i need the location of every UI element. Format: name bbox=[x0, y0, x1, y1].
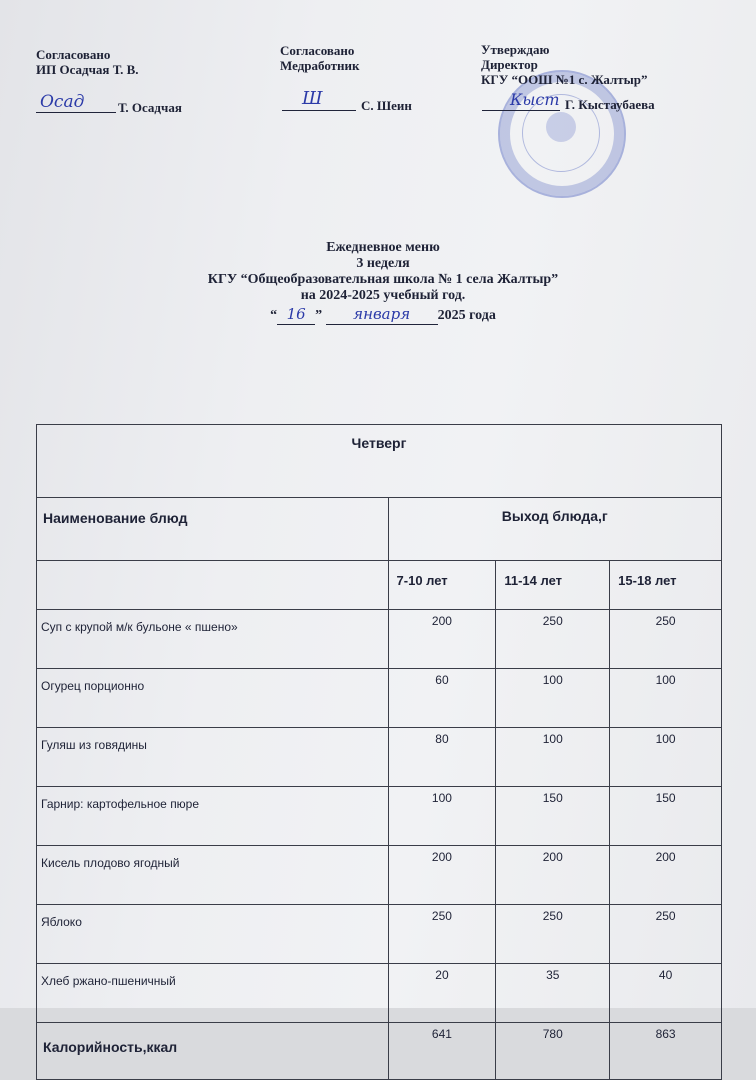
document-title bbox=[0, 240, 756, 325]
age-header-row bbox=[37, 561, 722, 610]
calories-row bbox=[37, 1023, 722, 1080]
menu-table bbox=[36, 424, 722, 1080]
dish-value: 250 bbox=[388, 905, 496, 964]
dish-value: 250 bbox=[610, 610, 722, 669]
calories-value: 863 bbox=[610, 1023, 722, 1080]
age-col-2: 11-14 лет bbox=[496, 561, 610, 610]
title-line3: КГУ “Общеобразовательная школа № 1 села Жалтыр” bbox=[207, 272, 559, 287]
age-col-1: 7-10 лет bbox=[388, 561, 496, 610]
date-close-quote: ” bbox=[315, 308, 323, 323]
calories-label: Калорийность,ккал bbox=[37, 1023, 389, 1080]
calories-value: 641 bbox=[388, 1023, 496, 1080]
dish-name: Гарнир: картофельное пюре bbox=[37, 787, 389, 846]
title-line4: на 2024-2025 учебный год. bbox=[300, 288, 466, 303]
dish-value: 150 bbox=[610, 787, 722, 846]
title-line1: Ежедневное меню bbox=[326, 240, 440, 255]
approval-right-line1: Утверждаю bbox=[481, 42, 550, 57]
signature-line-right bbox=[482, 110, 560, 111]
approval-right bbox=[481, 42, 648, 87]
dish-value: 80 bbox=[388, 728, 496, 787]
table-row bbox=[37, 610, 722, 669]
dish-name: Яблоко bbox=[37, 905, 389, 964]
date-open-quote: “ bbox=[270, 308, 278, 323]
dish-value: 200 bbox=[388, 610, 496, 669]
approval-left-line2: ИП Осадчая Т. В. bbox=[36, 62, 139, 77]
dish-value: 250 bbox=[496, 905, 610, 964]
approval-middle-line2: Медработник bbox=[280, 58, 360, 73]
table-row bbox=[37, 846, 722, 905]
header-output: Выход блюда,г bbox=[388, 498, 721, 561]
dish-value: 40 bbox=[610, 964, 722, 1023]
table-row bbox=[37, 905, 722, 964]
dish-value: 250 bbox=[610, 905, 722, 964]
calories-value: 780 bbox=[496, 1023, 610, 1080]
signature-line-left bbox=[36, 112, 116, 113]
dish-value: 35 bbox=[496, 964, 610, 1023]
title-line2: 3 неделя bbox=[356, 256, 410, 271]
dish-value: 100 bbox=[610, 728, 722, 787]
sign-name-middle: С. Шеин bbox=[361, 98, 412, 113]
signature-line-middle bbox=[282, 110, 356, 111]
dish-name: Хлеб ржано-пшеничный bbox=[37, 964, 389, 1023]
day-header: Четверг bbox=[37, 425, 722, 498]
signature-left: Осад bbox=[40, 92, 85, 112]
age-header-blank bbox=[37, 561, 389, 610]
date-day: 16 bbox=[286, 305, 306, 323]
sign-name-right: Г. Кыстаубаева bbox=[565, 97, 655, 112]
date-month-field bbox=[326, 306, 438, 325]
dish-name: Огурец порционно bbox=[37, 669, 389, 728]
dish-value: 100 bbox=[388, 787, 496, 846]
sign-name-left: Т. Осадчая bbox=[118, 100, 182, 115]
signature-right: Кыст bbox=[510, 90, 560, 109]
header-dish-name: Наименование блюд bbox=[37, 498, 389, 561]
table-row bbox=[37, 728, 722, 787]
date-line bbox=[0, 306, 756, 325]
dish-name: Кисель плодово ягодный bbox=[37, 846, 389, 905]
table-row bbox=[37, 964, 722, 1023]
approval-right-line3: КГУ “ООШ №1 с. Жалтыр” bbox=[481, 72, 648, 87]
approval-middle bbox=[280, 43, 360, 73]
approval-left-line1: Согласовано bbox=[36, 47, 111, 62]
approval-middle-line1: Согласовано bbox=[280, 43, 355, 58]
dish-value: 200 bbox=[388, 846, 496, 905]
signature-middle: Ш bbox=[302, 88, 323, 109]
dish-value: 100 bbox=[496, 669, 610, 728]
dish-value: 100 bbox=[496, 728, 610, 787]
date-day-field bbox=[277, 306, 315, 325]
date-year: 2025 года bbox=[437, 308, 496, 323]
approval-right-line2: Директор bbox=[481, 57, 538, 72]
dish-value: 200 bbox=[610, 846, 722, 905]
dish-value: 150 bbox=[496, 787, 610, 846]
table-row bbox=[37, 787, 722, 846]
stamp-emblem bbox=[546, 112, 576, 142]
table-row bbox=[37, 669, 722, 728]
approval-left bbox=[36, 47, 139, 77]
dish-value: 20 bbox=[388, 964, 496, 1023]
dish-value: 100 bbox=[610, 669, 722, 728]
dish-value: 250 bbox=[496, 610, 610, 669]
age-col-3: 15-18 лет bbox=[610, 561, 722, 610]
dish-value: 60 bbox=[388, 669, 496, 728]
dish-name: Гуляш из говядины bbox=[37, 728, 389, 787]
date-month: января bbox=[353, 305, 411, 323]
dish-name: Суп с крупой м/к бульоне « пшено» bbox=[37, 610, 389, 669]
dish-value: 200 bbox=[496, 846, 610, 905]
